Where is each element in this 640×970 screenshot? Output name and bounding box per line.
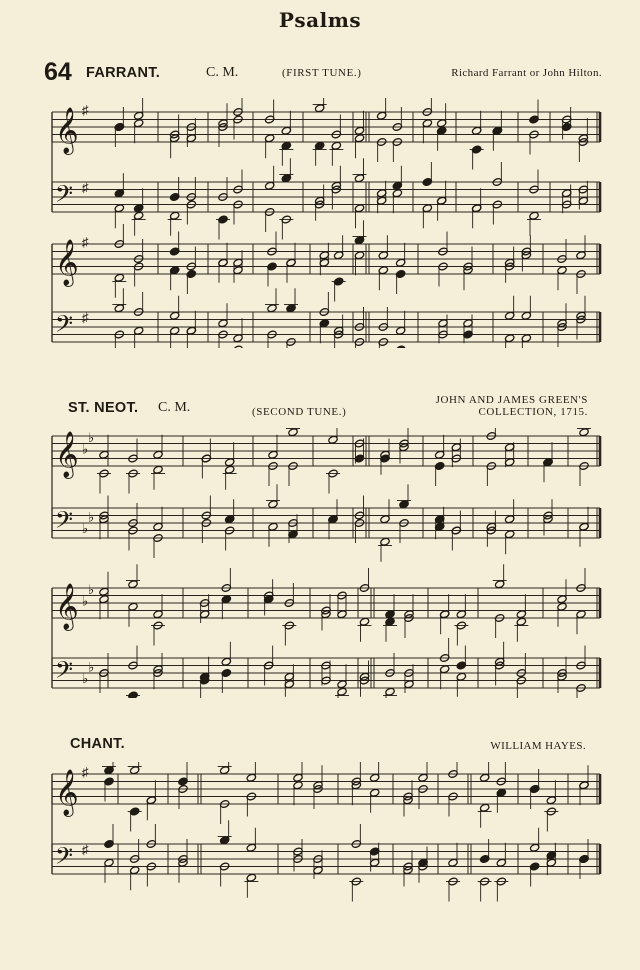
composer-st-neot (380, 394, 588, 418)
music-system-farrant (48, 98, 608, 348)
tune-meter-farrant: C. M. (206, 65, 239, 80)
flat-sign: ♭ (82, 520, 89, 536)
treble-clef: 𝄞 (55, 769, 79, 816)
music-notation-chant (48, 762, 608, 902)
composer-farrant: Richard Farrant or John Hilton. (451, 67, 602, 79)
music-system-st-neot (48, 428, 608, 698)
tune-name-farrant: FARRANT. (86, 65, 161, 81)
composer-chant: WILLIAM HAYES. (490, 740, 586, 752)
sharp-sign: ♯ (82, 179, 89, 195)
flat-sign: ♭ (82, 670, 89, 686)
bass-clef: 𝄢 (55, 180, 74, 213)
tune-name-chant: CHANT. (70, 736, 125, 752)
composer-st-neot-line2: COLLECTION, 1715. (478, 406, 588, 418)
sharp-sign: ♯ (82, 309, 89, 325)
sharp-sign: ♯ (82, 102, 89, 118)
treble-clef: 𝄞 (55, 583, 79, 630)
sharp-sign: ♯ (82, 764, 89, 780)
bass-clef: 𝄢 (55, 842, 74, 875)
bass-clef: 𝄢 (55, 656, 74, 689)
flat-sign: ♭ (88, 509, 95, 525)
music-notation-st-neot (48, 428, 608, 698)
flat-sign: ♭ (88, 582, 95, 597)
staff (52, 309, 600, 342)
treble-clef: 𝄞 (55, 431, 79, 478)
tune-note-st-neot: (SECOND TUNE.) (252, 406, 347, 418)
music-notation-farrant (48, 98, 608, 348)
bass-clef: 𝄢 (55, 310, 74, 343)
flat-sign: ♭ (82, 593, 89, 609)
hymn-number: 64 (44, 58, 72, 86)
sharp-sign: ♯ (82, 234, 89, 250)
note-head (395, 345, 405, 348)
sharp-sign: ♯ (82, 841, 89, 857)
note-head (233, 345, 243, 348)
tune-note-farrant: (FIRST TUNE.) (282, 67, 362, 79)
flat-sign: ♭ (82, 441, 89, 457)
page-header-title: Psalms (278, 8, 362, 32)
treble-clef: 𝄞 (55, 107, 79, 154)
flat-sign: ♭ (88, 430, 95, 445)
music-system-chant (48, 762, 608, 902)
tune-name-st-neot: ST. NEOT. (68, 400, 139, 416)
flat-sign: ♭ (88, 659, 95, 675)
composer-st-neot-line1: JOHN AND JAMES GREEN'S (435, 394, 588, 406)
tune-meter-st-neot: C. M. (158, 400, 191, 415)
treble-clef: 𝄞 (55, 239, 79, 286)
bass-clef: 𝄢 (55, 506, 74, 539)
